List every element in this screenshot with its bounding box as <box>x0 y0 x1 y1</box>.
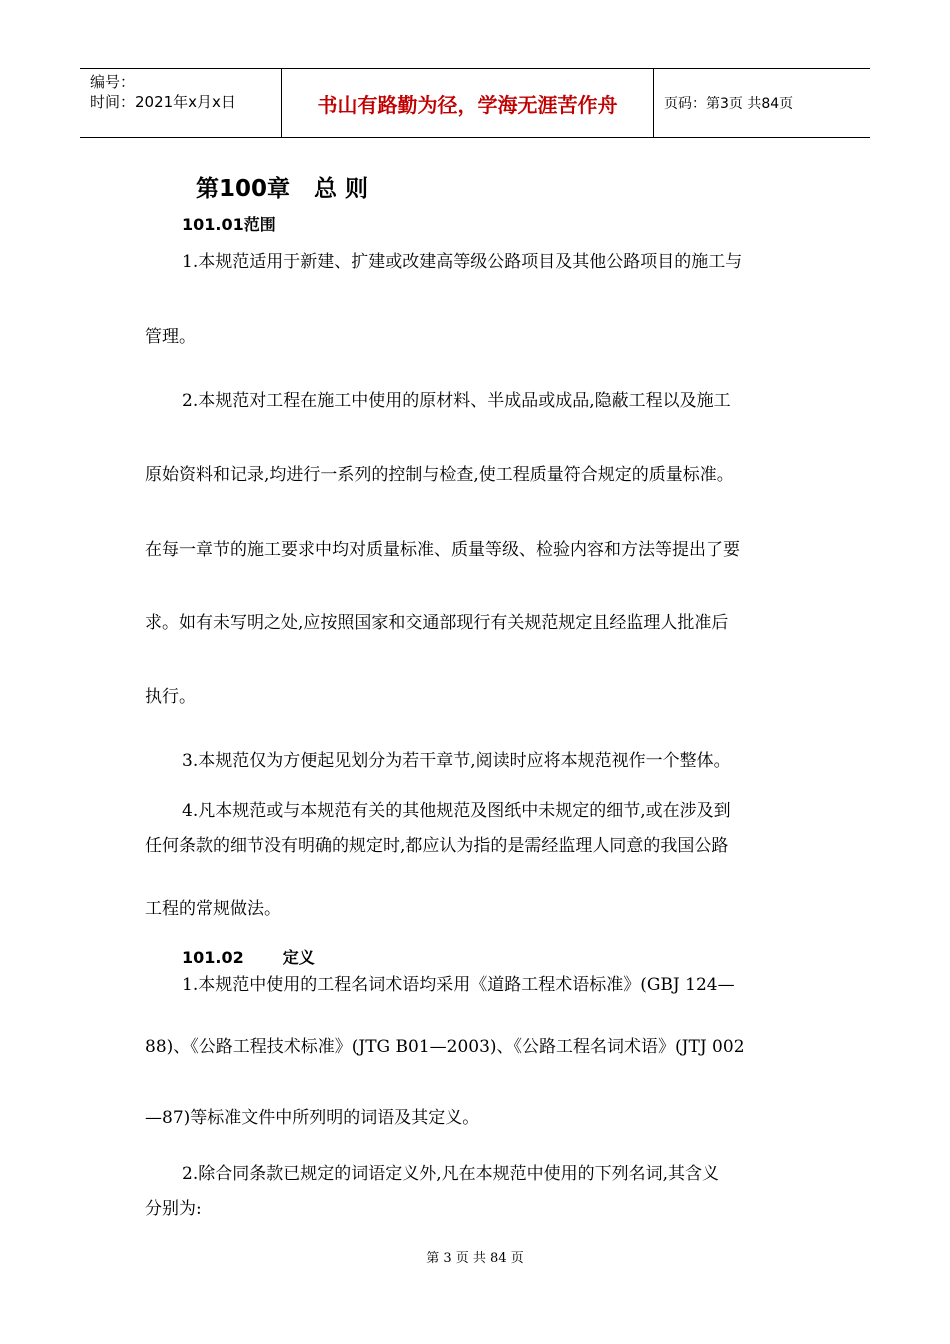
paragraph-line: 在每一章节的施工要求中均对质量标准、质量等级、检验内容和方法等提出了要 <box>145 540 740 560</box>
header-meta <box>80 69 282 137</box>
page-header <box>80 68 870 138</box>
paragraph-line: 88)、《公路工程技术标准》(JTG B01—2003)、《公路工程名词术语》(JTJ 002 <box>145 1037 745 1057</box>
header-page-info: 页码：第3页 共84页 <box>664 96 794 112</box>
header-motto: 书山有路勤为径，学海无涯苦作舟 <box>282 69 654 137</box>
paragraph-line: —87)等标准文件中所列明的词语及其定义。 <box>145 1108 480 1128</box>
paragraph-line: 4.凡本规范或与本规范有关的其他规范及图纸中未规定的细节,或在涉及到 <box>182 801 731 821</box>
paragraph-line: 工程的常规做法。 <box>145 899 281 919</box>
paragraph-line: 1.本规范中使用的工程名词术语均采用《道路工程术语标准》(GBJ 124— <box>182 975 735 995</box>
paragraph-line: 任何条款的细节没有明确的规定时,都应认为指的是需经监理人同意的我国公路 <box>145 836 729 856</box>
section-title-101-02: 101.02 定义 <box>182 948 315 967</box>
page-footer: 第 3 页 共 84 页 <box>426 1251 524 1266</box>
paragraph-line: 1.本规范适用于新建、扩建或改建高等级公路项目及其他公路项目的施工与 <box>182 252 743 272</box>
paragraph-line: 3.本规范仅为方便起见划分为若干章节,阅读时应将本规范视作一个整体。 <box>182 751 731 771</box>
paragraph-line: 分别为: <box>145 1199 202 1219</box>
section-title-101-01: 101.01范围 <box>182 215 276 234</box>
time-label: 时间：2021年x月x日 <box>90 93 236 111</box>
paragraph-line: 2.除合同条款已规定的词语定义外,凡在本规范中使用的下列名词,其含义 <box>182 1164 720 1184</box>
paragraph-line: 2.本规范对工程在施工中使用的原材料、半成品或成品,隐蔽工程以及施工 <box>182 391 731 411</box>
number-label: 编号： <box>90 73 136 91</box>
chapter-title: 第100章 总 则 <box>196 176 369 202</box>
paragraph-line: 求。如有未写明之处,应按照国家和交通部现行有关规范规定且经监理人批准后 <box>145 613 729 633</box>
paragraph-line: 管理。 <box>145 327 196 347</box>
paragraph-line: 原始资料和记录,均进行一系列的控制与检查,使工程质量符合规定的质量标准。 <box>145 465 734 485</box>
paragraph-line: 执行。 <box>145 687 196 707</box>
